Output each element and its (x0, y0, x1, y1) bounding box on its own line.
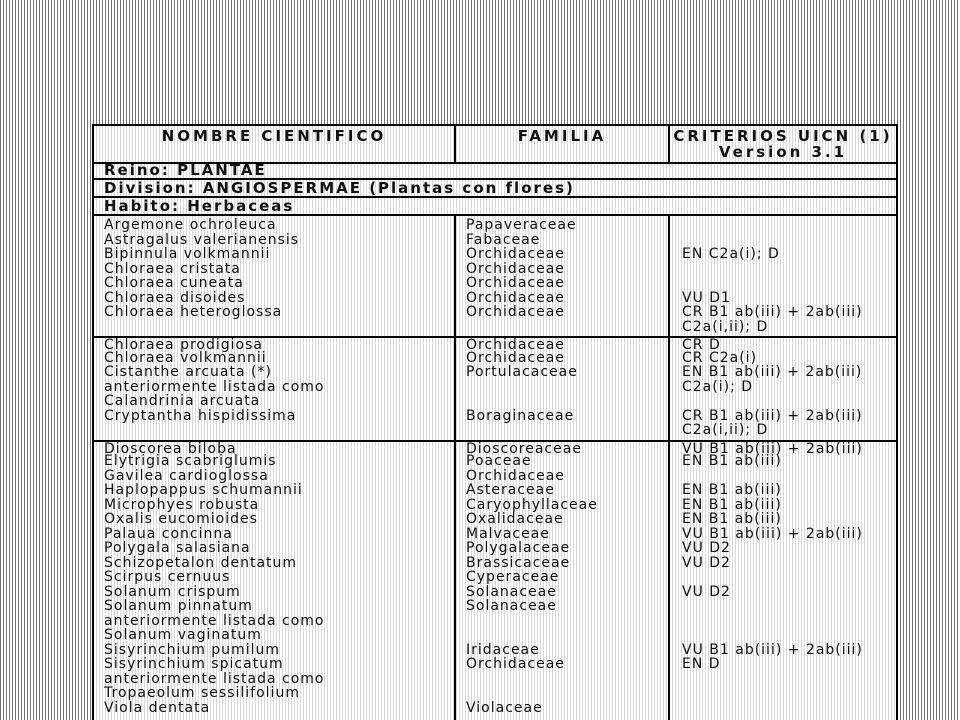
family-name: Brassicaceae (466, 554, 571, 571)
table-row (94, 672, 896, 687)
header-criteria (670, 126, 896, 162)
family-name: Solanaceae (466, 583, 557, 600)
species-name: Chloraea cuneata (104, 275, 244, 291)
species-name: Solanum vaginatum (104, 627, 262, 643)
family-name: Boraginaceae (466, 407, 575, 424)
family-name: Caryophyllaceae (466, 496, 598, 513)
criteria-value: VU D2 (682, 583, 731, 600)
family-name: Solanaceae (466, 598, 557, 614)
table-row (94, 262, 896, 277)
family-name: Portulacaceae (466, 364, 578, 380)
criteria-value: EN B1 ab(iii) (682, 496, 782, 513)
band-division: Division: ANGIOSPERMAE (Plantas con flores) (94, 180, 896, 198)
family-name: Dioscoreaceae (466, 440, 582, 457)
table-row (94, 657, 896, 672)
table-row (94, 380, 896, 395)
species-name: Chloraea prodigiosa (104, 337, 263, 353)
family-name: Fabaceae (466, 231, 541, 248)
criteria-value: VU B1 ab(iii) + 2ab(iii) (682, 440, 863, 457)
header-species: NOMBRE CIENTIFICO (94, 126, 456, 162)
species-name: Haplopappus schumannii (104, 482, 303, 498)
table-row (94, 233, 896, 248)
criteria-value: EN C2a(i); D (682, 246, 780, 262)
table-row (94, 701, 896, 716)
species-name: Sisyrinchium spicatum (104, 656, 284, 672)
species-name: Calandrinia arcuata (104, 393, 261, 409)
table-row (94, 320, 896, 335)
table-row (94, 614, 896, 629)
species-name: Chloraea cristata (104, 260, 241, 277)
family-name: Orchidaceae (466, 275, 565, 291)
family-name: Orchidaceae (466, 289, 565, 306)
species-name: Argemone ochroleuca (104, 217, 277, 233)
family-name: Papaveraceae (466, 217, 577, 233)
species-name: Elytrigia scabriglumis (104, 453, 277, 469)
criteria-value: EN B1 ab(iii) (682, 482, 782, 498)
criteria-value: EN D (682, 656, 721, 672)
species-name: Dioscorea biloba (104, 440, 237, 457)
species-name: Microphyes robusta (104, 496, 260, 513)
criteria-value: CR B1 ab(iii) + 2ab(iii) (682, 304, 863, 320)
criteria-value: CR C2a(i) (682, 349, 758, 366)
species-name: Bipinnula volkmannii (104, 246, 271, 262)
table-row (94, 247, 896, 262)
criteria-value: EN B1 ab(iii) (682, 453, 782, 469)
header-criteria-line2: Version 3.1 (718, 143, 848, 161)
species-name: Solanum crispum (104, 583, 241, 600)
criteria-value: VU D2 (682, 540, 731, 556)
species-name: Cryptantha hispidissima (104, 407, 297, 424)
table-row (94, 541, 896, 556)
species-name: Chloraea heteroglossa (104, 304, 283, 320)
criteria-value: VU D1 (682, 289, 731, 306)
species-name: anteriormente listada como (104, 378, 325, 395)
criteria-value: VU B1 ab(iii) + 2ab(iii) (682, 641, 863, 658)
table-row (94, 585, 896, 600)
table-row (94, 351, 896, 366)
family-name: Oxalidaceae (466, 511, 564, 527)
species-name: Schizopetalon dentatum (104, 554, 298, 571)
species-name: Solanum pinnatum (104, 598, 253, 614)
criteria-value: C2a(i,ii); D (682, 318, 769, 335)
family-name: Orchidaceae (466, 656, 565, 672)
family-name: Orchidaceae (466, 246, 565, 262)
criteria-value: VU D2 (682, 554, 731, 571)
family-name: Iridaceae (466, 641, 540, 658)
band-kingdom: Reino: PLANTAE (94, 162, 896, 180)
table-header (94, 126, 896, 164)
criteria-value: C2a(i); D (682, 378, 754, 395)
table-row (94, 527, 896, 542)
table-row (94, 686, 896, 701)
family-name: Orchidaceae (466, 349, 565, 366)
header-family: FAMILIA (456, 126, 670, 162)
table-row (94, 276, 896, 291)
table-body (94, 216, 896, 720)
table-row (94, 570, 896, 585)
table-row (94, 291, 896, 306)
table-row (94, 365, 896, 380)
species-name: Chloraea disoides (104, 289, 246, 306)
table-row (94, 498, 896, 513)
table-row (94, 628, 896, 643)
table-row (94, 556, 896, 571)
table-row (94, 483, 896, 498)
species-name: anteriormente listada como (104, 670, 325, 687)
species-name: Chloraea volkmannii (104, 349, 267, 366)
table-row (94, 218, 896, 233)
species-name: Palaua concinna (104, 525, 233, 542)
table-row (94, 409, 896, 424)
family-name: Asteraceae (466, 482, 555, 498)
criteria-value: VU B1 ab(iii) + 2ab(iii) (682, 525, 863, 542)
species-name: Astragalus valerianensis (104, 231, 300, 248)
family-name: Orchidaceae (466, 467, 565, 484)
table-row (94, 599, 896, 614)
family-name: Violaceae (466, 699, 543, 716)
table-row (94, 423, 896, 438)
table-row (94, 512, 896, 527)
species-name: Tropaeolum sessilifolium (104, 685, 300, 701)
species-table (92, 124, 898, 720)
species-name: Cistanthe arcuata (*) (104, 364, 272, 380)
family-name: Poaceae (466, 453, 532, 469)
species-name: Oxalis eucomioides (104, 511, 258, 527)
family-name: Orchidaceae (466, 260, 565, 277)
criteria-value: CR B1 ab(iii) + 2ab(iii) (682, 407, 863, 424)
family-name: Orchidaceae (466, 304, 565, 320)
species-name: anteriormente listada como (104, 612, 325, 629)
criteria-value: EN B1 ab(iii) (682, 511, 782, 527)
species-name: Polygala salasiana (104, 540, 251, 556)
species-name: Viola dentata (104, 699, 211, 716)
criteria-value: CR D (682, 337, 721, 353)
family-name: Orchidaceae (466, 337, 565, 353)
header-criteria-line1: CRITERIOS UICN (1) (673, 127, 893, 145)
table-row (94, 469, 896, 484)
table-row (94, 394, 896, 409)
table-row (94, 305, 896, 320)
family-name: Polygalaceae (466, 540, 571, 556)
species-name: Scirpus cernuus (104, 569, 231, 585)
criteria-value: EN B1 ab(iii) + 2ab(iii) (682, 364, 863, 380)
species-name: Gavilea cardioglossa (104, 467, 269, 484)
family-name: Malvaceae (466, 525, 550, 542)
band-habit: Habito: Herbaceas (94, 198, 896, 216)
table-row (94, 454, 896, 469)
species-name: Sisyrinchium pumilum (104, 641, 280, 658)
family-name: Cyperaceae (466, 569, 560, 585)
criteria-value: C2a(i,ii); D (682, 422, 769, 438)
table-row (94, 643, 896, 658)
